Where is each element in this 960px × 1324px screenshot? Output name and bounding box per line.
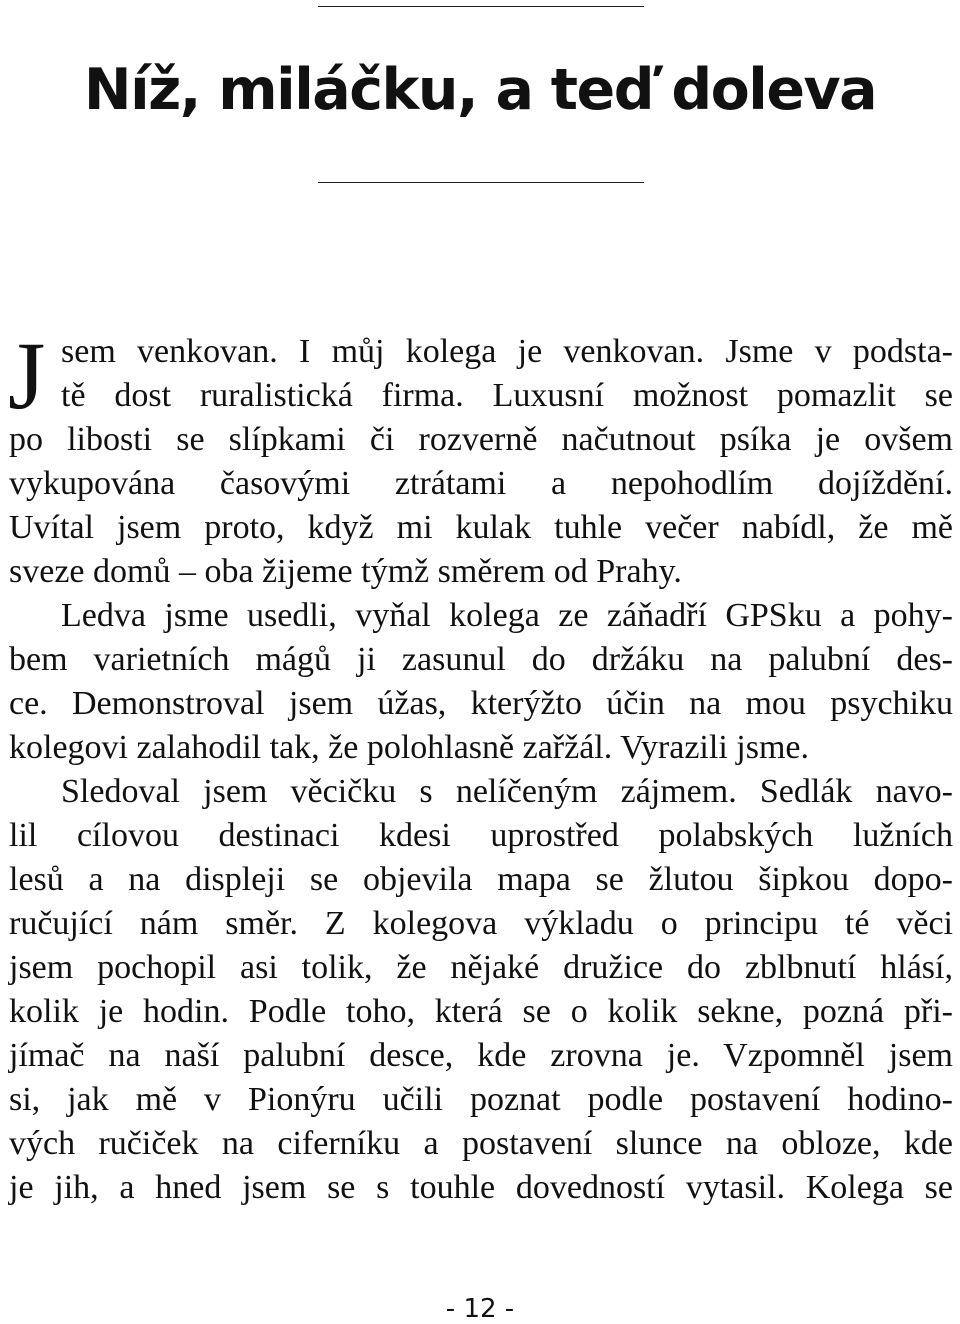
text-line: si, jak mě v Pionýru učili poznat podle postavení hodino- (9, 1081, 953, 1118)
text-line: sem venkovan. I můj kolega je venkovan. Jsme v podsta- (61, 333, 953, 370)
text-line: lesů a na displeji se objevila mapa se žlutou šipkou dopo- (9, 861, 953, 898)
page-number: - 12 - (445, 1294, 515, 1324)
top-divider (318, 6, 644, 7)
text-line: Uvítal jsem proto, když mi kulak tuhle večer nabídl, že mě (9, 509, 953, 546)
text-line: ce. Demonstroval jsem úžas, kterýžto účin na mou psychiku (9, 685, 953, 722)
text-line: ručující nám směr. Z kolegova výkladu o principu té věci (9, 905, 953, 942)
text-line: sveze domů – oba žijeme týmž směrem od Prahy. (9, 553, 682, 590)
text-line: kolik je hodin. Podle toho, která se o kolik sekne, pozná při- (9, 993, 953, 1030)
text-line: Sledoval jsem věcičku s nelíčeným zájmem. Sedlák navo- (61, 773, 953, 810)
text-line: tě dost ruralistická firma. Luxusní možnost pomazlit se (61, 377, 953, 414)
text-line: jímač na naší palubní desce, kde zrovna je. Vzpomněl jsem (9, 1037, 953, 1074)
text-line: je jih, a hned jsem se s touhle dovedností vytasil. Kolega se (9, 1169, 953, 1206)
text-line: po libosti se slípkami či rozverně načutnout psíka je ovšem (9, 421, 953, 458)
article-body (8, 322, 953, 1210)
text-line: vykupována časovými ztrátami a nepohodlím dojíždění. (9, 465, 953, 502)
title-divider (318, 182, 644, 183)
text-line: Ledva jsme usedli, vyňal kolega ze záňadří GPSku a pohy- (61, 597, 953, 634)
text-line: kolegovi zalahodil tak, že polohlasně zařžál. Vyrazili jsme. (9, 729, 809, 766)
text-line: lil cílovou destinaci kdesi uprostřed polabských lužních (9, 817, 953, 854)
text-line: bem varietních mágů ji zasunul do držáku na palubní des- (9, 641, 953, 678)
chapter-title: Níž, miláčku, a teď doleva (83, 57, 877, 123)
drop-cap: J (8, 322, 46, 429)
text-line: jsem pochopil asi tolik, že nějaké družice do zblbnutí hlásí, (9, 949, 953, 986)
text-line: vých ručiček na ciferníku a postavení slunce na obloze, kde (9, 1125, 953, 1162)
